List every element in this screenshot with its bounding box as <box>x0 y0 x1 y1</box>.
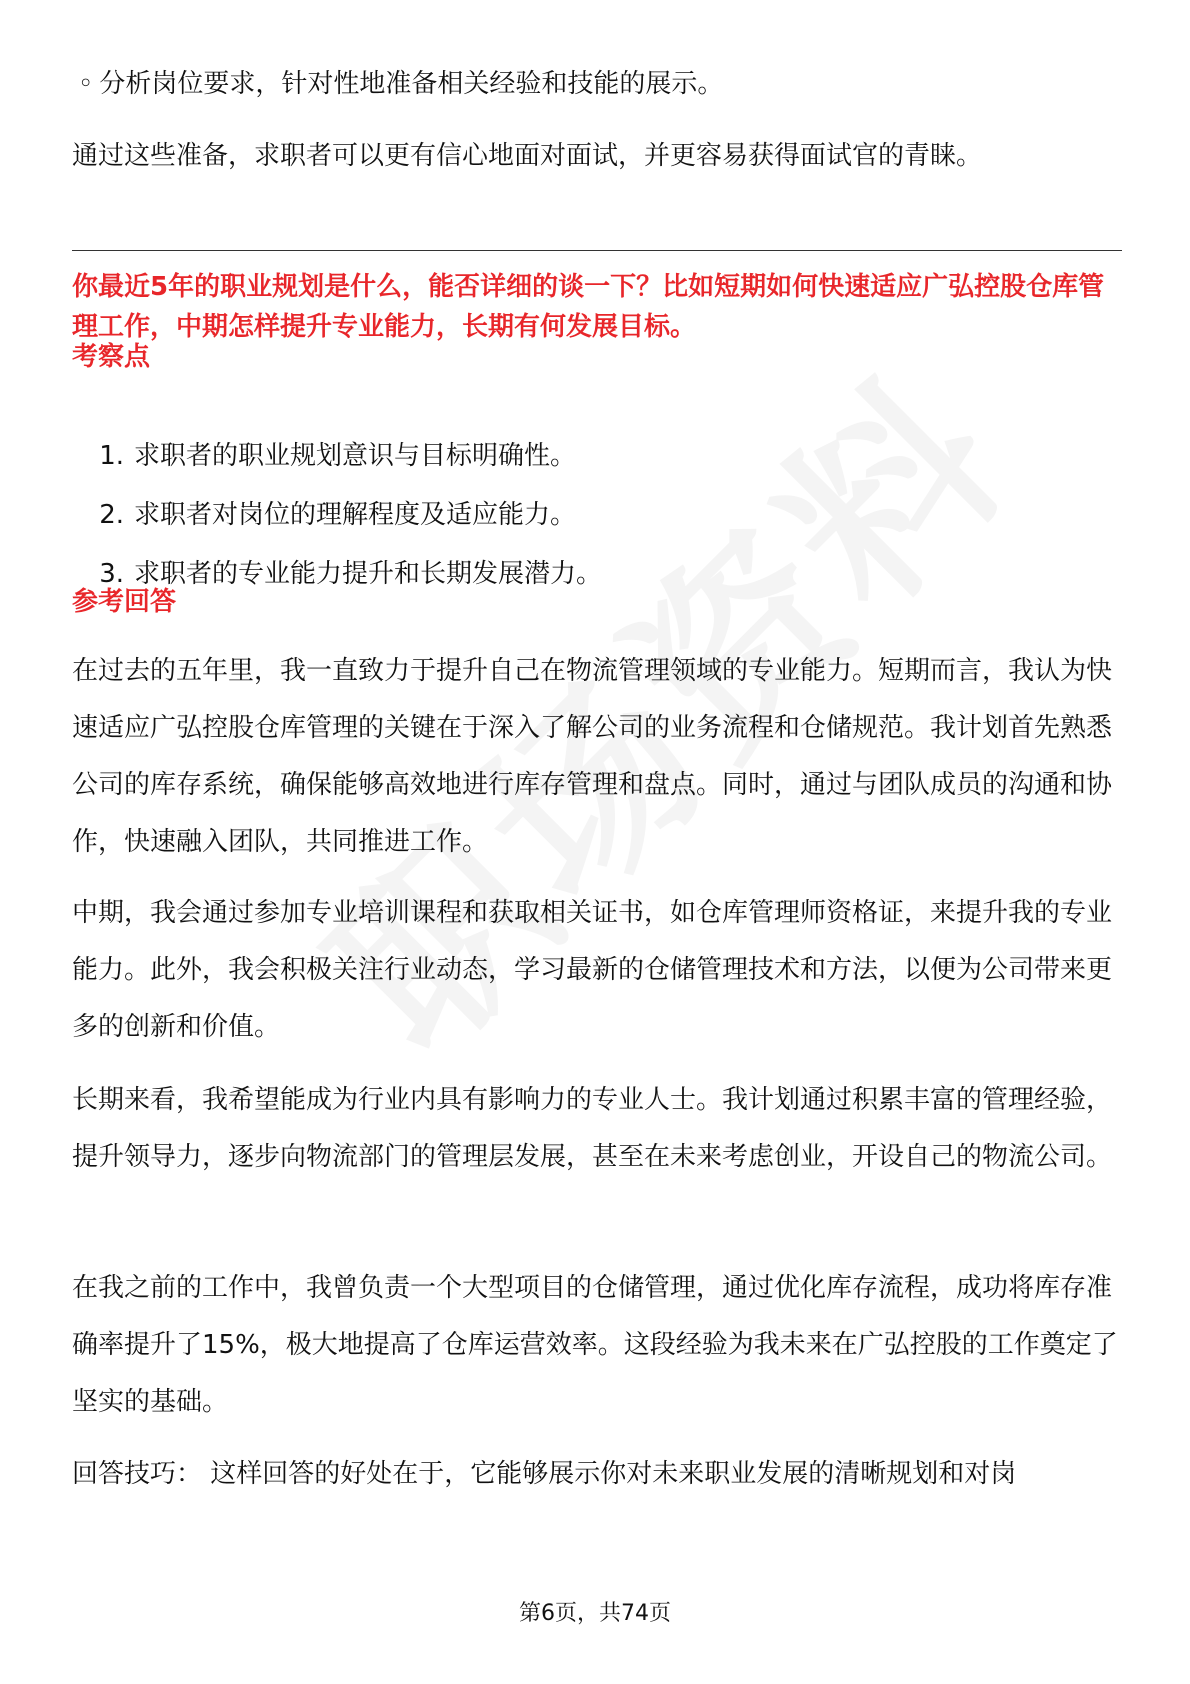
list-item <box>72 554 1122 613</box>
intro-conclusion: 通过这些准备，求职者可以更有信心地面对面试，并更容易获得面试官的青睐。 <box>72 141 983 171</box>
section-divider <box>72 250 1122 251</box>
top-bullet-item <box>78 64 723 104</box>
answer-paragraph-short-term: 在过去的五年里，我一直致力于提升自己在物流管理领域的专业能力。短期而言，我认为快速适应广弘控股仓库管理的关键在于深入了解公司的业务流程和仓储规范。我计划首先熟悉公司的库存系统，确保能够高效地进行库存管理和盘点。同时，通过与团队成员的沟通和协作，快速融入团队，共同推进工作。 <box>72 656 1113 857</box>
bullet-marker: ◦ <box>78 69 94 99</box>
list-item-number: 1. <box>99 441 124 471</box>
answer-paragraph-experience: 在我之前的工作中，我曾负责一个大型项目的仓储管理，通过优化库存流程，成功将库存准确率提升了15%，极大地提高了仓库运营效率。这段经验为我未来在广弘控股的工作奠定了坚实的基础。 <box>72 1273 1118 1417</box>
list-item-text: 求职者的专业能力提升和长期发展潜力。 <box>134 559 603 589</box>
reference-answer-title: 参考回答 <box>72 587 177 617</box>
answer-tips: 回答技巧： 这样回答的好处在于，它能够展示你对未来职业发展的清晰规划和对岗 <box>72 1459 1017 1489</box>
list-item-text: 求职者的职业规划意识与目标明确性。 <box>134 441 577 471</box>
page-number-footer: 第6页，共74页 <box>519 1601 671 1626</box>
interview-question: 你最近5年的职业规划是什么，能否详细的谈一下？比如短期如何快速适应广弘控股仓库管理工作，中期怎样提升专业能力，长期有何发展目标。 <box>72 272 1105 342</box>
list-item-number: 3. <box>99 559 124 589</box>
list-item <box>72 495 1122 554</box>
list-item <box>72 436 1122 495</box>
answer-paragraph-long-term: 长期来看，我希望能成为行业内具有影响力的专业人士。我计划通过积累丰富的管理经验，提升领导力，逐步向物流部门的管理层发展，甚至在未来考虑创业，开设自己的物流公司。 <box>72 1085 1113 1172</box>
answer-paragraph-mid-term: 中期，我会通过参加专业培训课程和获取相关证书，如仓库管理师资格证，来提升我的专业能力。此外，我会积极关注行业动态，学习最新的仓储管理技术和方法，以便为公司带来更多的创新和价值。 <box>72 898 1113 1042</box>
top-bullet-text: 分析岗位要求，针对性地准备相关经验和技能的展示。 <box>99 69 724 99</box>
assessment-list <box>72 436 1122 613</box>
list-item-text: 求职者对岗位的理解程度及适应能力。 <box>134 500 577 530</box>
list-item-number: 2. <box>99 500 124 530</box>
assessment-title: 考察点 <box>72 342 151 372</box>
